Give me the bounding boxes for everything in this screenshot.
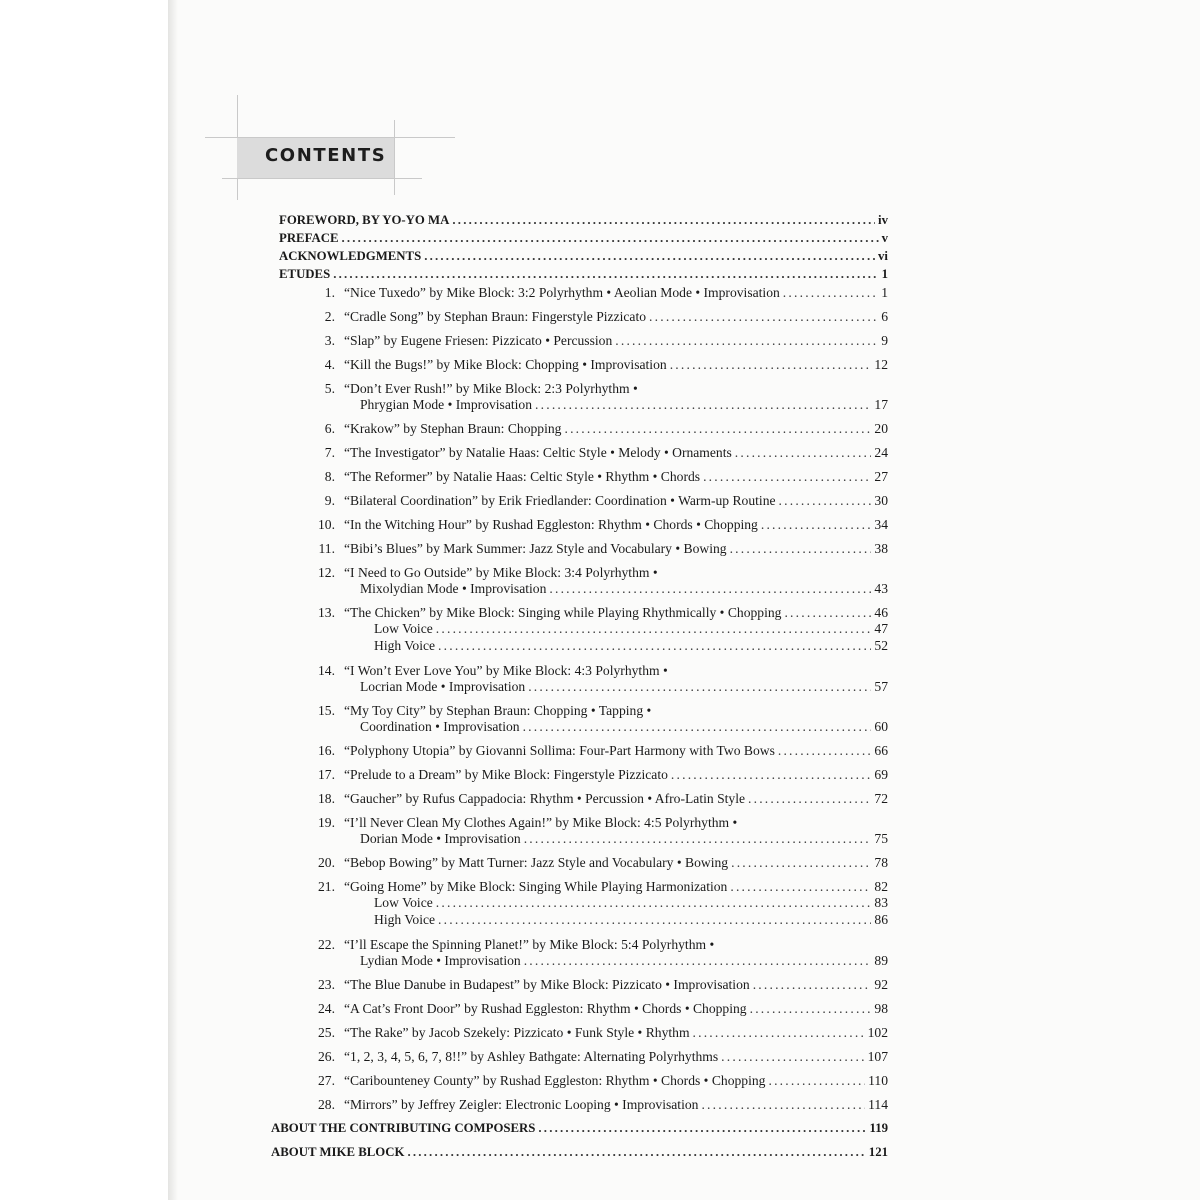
page-number: 24 — [874, 445, 888, 460]
page-number: 72 — [874, 791, 888, 806]
dot-leader — [615, 333, 878, 349]
page-number: 66 — [874, 743, 888, 758]
page-number: 9 — [881, 333, 888, 348]
etude-entry — [344, 743, 888, 759]
entry-title: ABOUT MIKE BLOCK — [271, 1145, 405, 1159]
etude-entry — [360, 831, 888, 847]
entry-title: “The Chicken” by Mike Block: Singing while Playing Rhythmically • Chopping — [344, 605, 782, 620]
entry-title: “Slap” by Eugene Friesen: Pizzicato • Percussion — [344, 333, 613, 348]
page-number: 34 — [874, 517, 888, 532]
etude-entry — [344, 1025, 888, 1041]
entry-title: “The Reformer” by Natalie Haas: Celtic Style • Rhythm • Chords — [344, 469, 701, 484]
etude-entry — [360, 581, 888, 597]
dot-leader — [524, 953, 872, 969]
etude-number: 1. — [324, 285, 335, 300]
etude-number: 20. — [318, 855, 335, 870]
etude-number: 14. — [318, 663, 335, 678]
dot-leader — [761, 517, 872, 533]
etude-entry — [344, 469, 888, 485]
page-number: 1 — [881, 267, 888, 281]
page-number: 46 — [874, 605, 888, 620]
etude-number: 23. — [318, 977, 335, 992]
etude-entry — [344, 1001, 888, 1017]
page-number: 17 — [874, 397, 888, 412]
entry-title: Lydian Mode • Improvisation — [360, 953, 521, 968]
dot-leader — [524, 831, 872, 847]
front-matter-entry — [279, 212, 888, 228]
back-matter-entry — [271, 1120, 888, 1136]
etude-entry — [344, 421, 888, 437]
etude-entry — [360, 397, 888, 413]
entry-title: ABOUT THE CONTRIBUTING COMPOSERS — [271, 1121, 536, 1135]
entry-title: “Bebop Bowing” by Matt Turner: Jazz Style and Vocabulary • Bowing — [344, 855, 729, 870]
etude-sub-entry — [374, 895, 888, 911]
etude-number: 15. — [318, 703, 335, 718]
etude-sub-entry — [374, 638, 888, 654]
etude-title-line: “I Won’t Ever Love You” by Mike Block: 4:3 Polyrhythm • — [344, 663, 668, 678]
page-number: 82 — [874, 879, 888, 894]
etude-number: 16. — [318, 743, 335, 758]
entry-title: “Gaucher” by Rufus Cappadocia: Rhythm • Percussion • Afro-Latin Style — [344, 791, 746, 806]
dot-leader — [784, 605, 871, 621]
etude-number: 7. — [324, 445, 335, 460]
page-number: 69 — [874, 767, 888, 782]
etude-title-line: “I’ll Escape the Spinning Planet!” by Mike Block: 5:4 Polyrhythm • — [344, 937, 715, 952]
etude-number: 17. — [318, 767, 335, 782]
dot-leader — [424, 248, 875, 264]
etude-number: 13. — [318, 605, 335, 620]
dot-leader — [768, 1073, 865, 1089]
dot-leader — [333, 266, 878, 282]
dot-leader — [701, 1097, 865, 1113]
entry-title: “The Rake” by Jacob Szekely: Pizzicato • Funk Style • Rhythm — [344, 1025, 690, 1040]
dot-leader — [750, 1001, 872, 1017]
entry-title: Dorian Mode • Improvisation — [360, 831, 521, 846]
etude-number: 21. — [318, 879, 335, 894]
dot-leader — [523, 719, 872, 735]
etude-entry — [360, 679, 888, 695]
page-number: 114 — [868, 1097, 888, 1112]
entry-title: “Mirrors” by Jeffrey Zeigler: Electronic Looping • Improvisation — [344, 1097, 699, 1112]
dot-leader — [778, 743, 872, 759]
entry-title: “Prelude to a Dream” by Mike Block: Fingerstyle Pizzicato — [344, 767, 668, 782]
entry-title: Low Voice — [374, 621, 433, 636]
etude-number: 5. — [324, 381, 335, 396]
dot-leader — [564, 421, 871, 437]
etude-title-line: “My Toy City” by Stephan Braun: Chopping • Tapping • — [344, 703, 652, 718]
etude-title-line: “I Need to Go Outside” by Mike Block: 3:4 Polyrhythm • — [344, 565, 658, 580]
etude-entry — [344, 517, 888, 533]
etude-number: 28. — [318, 1097, 335, 1112]
etude-entry — [344, 977, 888, 993]
page-number: 47 — [874, 621, 888, 636]
entry-title: “Polyphony Utopia” by Giovanni Sollima: Four-Part Harmony with Two Bows — [344, 743, 775, 758]
etude-number: 3. — [324, 333, 335, 348]
etude-entry — [360, 953, 888, 969]
dot-leader — [438, 912, 871, 928]
page-title: CONTENTS — [265, 145, 387, 166]
etude-number: 4. — [324, 357, 335, 372]
dot-leader — [721, 1049, 864, 1065]
etude-entry — [344, 791, 888, 807]
etude-entry — [344, 1073, 888, 1089]
entry-title: “1, 2, 3, 4, 5, 6, 7, 8!!” by Ashley Bathgate: Alternating Polyrhythms — [344, 1049, 719, 1064]
page-number: 121 — [868, 1145, 888, 1159]
etude-entry — [344, 333, 888, 349]
etude-sub-entry — [374, 621, 888, 637]
entry-title: “A Cat’s Front Door” by Rushad Eggleston: Rhythm • Chords • Chopping — [344, 1001, 747, 1016]
entry-title: ACKNOWLEDGMENTS — [279, 249, 422, 263]
page-number: 102 — [867, 1025, 888, 1040]
entry-title: “Cradle Song” by Stephan Braun: Fingerstyle Pizzicato — [344, 309, 647, 324]
page-number: vi — [878, 249, 888, 263]
etude-entry — [344, 493, 888, 509]
etude-entry — [344, 285, 888, 301]
dot-leader — [407, 1144, 865, 1160]
etude-number: 25. — [318, 1025, 335, 1040]
dot-leader — [538, 1120, 866, 1136]
etude-entry — [344, 309, 888, 325]
etude-number: 11. — [318, 541, 335, 556]
etude-number: 24. — [318, 1001, 335, 1016]
page-number: 57 — [874, 679, 888, 694]
etude-number: 19. — [318, 815, 335, 830]
page-number: 89 — [874, 953, 888, 968]
etude-entry — [344, 357, 888, 373]
entry-title: “The Blue Danube in Budapest” by Mike Block: Pizzicato • Improvisation — [344, 977, 750, 992]
dot-leader — [779, 493, 872, 509]
entry-title: “Caribounteney County” by Rushad Eggleston: Rhythm • Chords • Chopping — [344, 1073, 766, 1088]
page-number: iv — [878, 213, 888, 227]
etude-title-line: “Don’t Ever Rush!” by Mike Block: 2:3 Polyrhythm • — [344, 381, 638, 396]
page-number: 92 — [874, 977, 888, 992]
entry-title: “Kill the Bugs!” by Mike Block: Chopping • Improvisation — [344, 357, 667, 372]
dot-leader — [753, 977, 872, 993]
dot-leader — [748, 791, 871, 807]
dot-leader — [341, 230, 878, 246]
entry-title: ETUDES — [279, 267, 331, 281]
entry-title: “Bibi’s Blues” by Mark Summer: Jazz Style and Vocabulary • Bowing — [344, 541, 727, 556]
page-number: 110 — [868, 1073, 888, 1088]
etude-entry — [344, 1097, 888, 1113]
dot-leader — [438, 638, 871, 654]
front-matter-entry — [279, 230, 888, 246]
dot-leader — [735, 445, 872, 461]
page-number: 107 — [867, 1049, 888, 1064]
page-number: 52 — [874, 638, 888, 653]
dot-leader — [528, 679, 871, 695]
dot-leader — [693, 1025, 865, 1041]
entry-title: “Bilateral Coordination” by Erik Friedlander: Coordination • Warm-up Routine — [344, 493, 776, 508]
page-number: 60 — [874, 719, 888, 734]
etude-title-line: “I’ll Never Clean My Clothes Again!” by Mike Block: 4:5 Polyrhythm • — [344, 815, 738, 830]
dot-leader — [436, 895, 872, 911]
page-number: 78 — [874, 855, 888, 870]
back-matter-entry — [271, 1144, 888, 1160]
dot-leader — [670, 357, 872, 373]
entry-title: “Going Home” by Mike Block: Singing While Playing Harmonization — [344, 879, 728, 894]
etude-number: 18. — [318, 791, 335, 806]
etude-number: 22. — [318, 937, 335, 952]
entry-title: High Voice — [374, 638, 436, 653]
front-matter-entry — [279, 266, 888, 282]
etude-number: 27. — [318, 1073, 335, 1088]
entry-title: Low Voice — [374, 895, 433, 910]
front-matter-entry — [279, 248, 888, 264]
etude-entry — [344, 767, 888, 783]
etude-entry — [344, 605, 888, 621]
page-number: 20 — [874, 421, 888, 436]
page-number: 1 — [881, 285, 888, 300]
entry-title: FOREWORD, BY YO-YO MA — [279, 213, 450, 227]
etude-number: 12. — [318, 565, 335, 580]
page-number: 119 — [869, 1121, 888, 1135]
etude-entry — [344, 445, 888, 461]
dot-leader — [731, 855, 871, 871]
dot-leader — [452, 212, 875, 228]
entry-title: “In the Witching Hour” by Rushad Eggleston: Rhythm • Chords • Chopping — [344, 517, 758, 532]
etude-number: 8. — [324, 469, 335, 484]
dot-leader — [783, 285, 878, 301]
dot-leader — [703, 469, 871, 485]
dot-leader — [671, 767, 872, 783]
page-number: 75 — [874, 831, 888, 846]
page-number: 43 — [874, 581, 888, 596]
page-number: 12 — [874, 357, 888, 372]
entry-title: “The Investigator” by Natalie Haas: Celtic Style • Melody • Ornaments — [344, 445, 732, 460]
entry-title: “Krakow” by Stephan Braun: Chopping — [344, 421, 562, 436]
entry-title: “Nice Tuxedo” by Mike Block: 3:2 Polyrhythm • Aeolian Mode • Improvisation — [344, 285, 780, 300]
etude-number: 6. — [324, 421, 335, 436]
page-number: 6 — [881, 309, 888, 324]
page-number: 98 — [874, 1001, 888, 1016]
etude-entry — [344, 1049, 888, 1065]
entry-title: Locrian Mode • Improvisation — [360, 679, 526, 694]
etude-number: 26. — [318, 1049, 335, 1064]
etude-number: 2. — [324, 309, 335, 324]
etude-entry — [344, 879, 888, 895]
etude-entry — [344, 541, 888, 557]
entry-title: High Voice — [374, 912, 436, 927]
page-number: 30 — [874, 493, 888, 508]
etude-number: 10. — [318, 517, 335, 532]
page-number: 38 — [874, 541, 888, 556]
dot-leader — [549, 581, 871, 597]
etude-entry — [344, 855, 888, 871]
page-number: 83 — [874, 895, 888, 910]
etude-sub-entry — [374, 912, 888, 928]
page-number: 27 — [874, 469, 888, 484]
dot-leader — [436, 621, 872, 637]
page-number: 86 — [874, 912, 888, 927]
dot-leader — [730, 879, 871, 895]
entry-title: Coordination • Improvisation — [360, 719, 520, 734]
entry-title: PREFACE — [279, 231, 339, 245]
entry-title: Phrygian Mode • Improvisation — [360, 397, 533, 412]
dot-leader — [535, 397, 871, 413]
dot-leader — [649, 309, 878, 325]
etude-number: 9. — [324, 493, 335, 508]
page-number: v — [881, 231, 888, 245]
dot-leader — [730, 541, 872, 557]
etude-entry — [360, 719, 888, 735]
entry-title: Mixolydian Mode • Improvisation — [360, 581, 547, 596]
